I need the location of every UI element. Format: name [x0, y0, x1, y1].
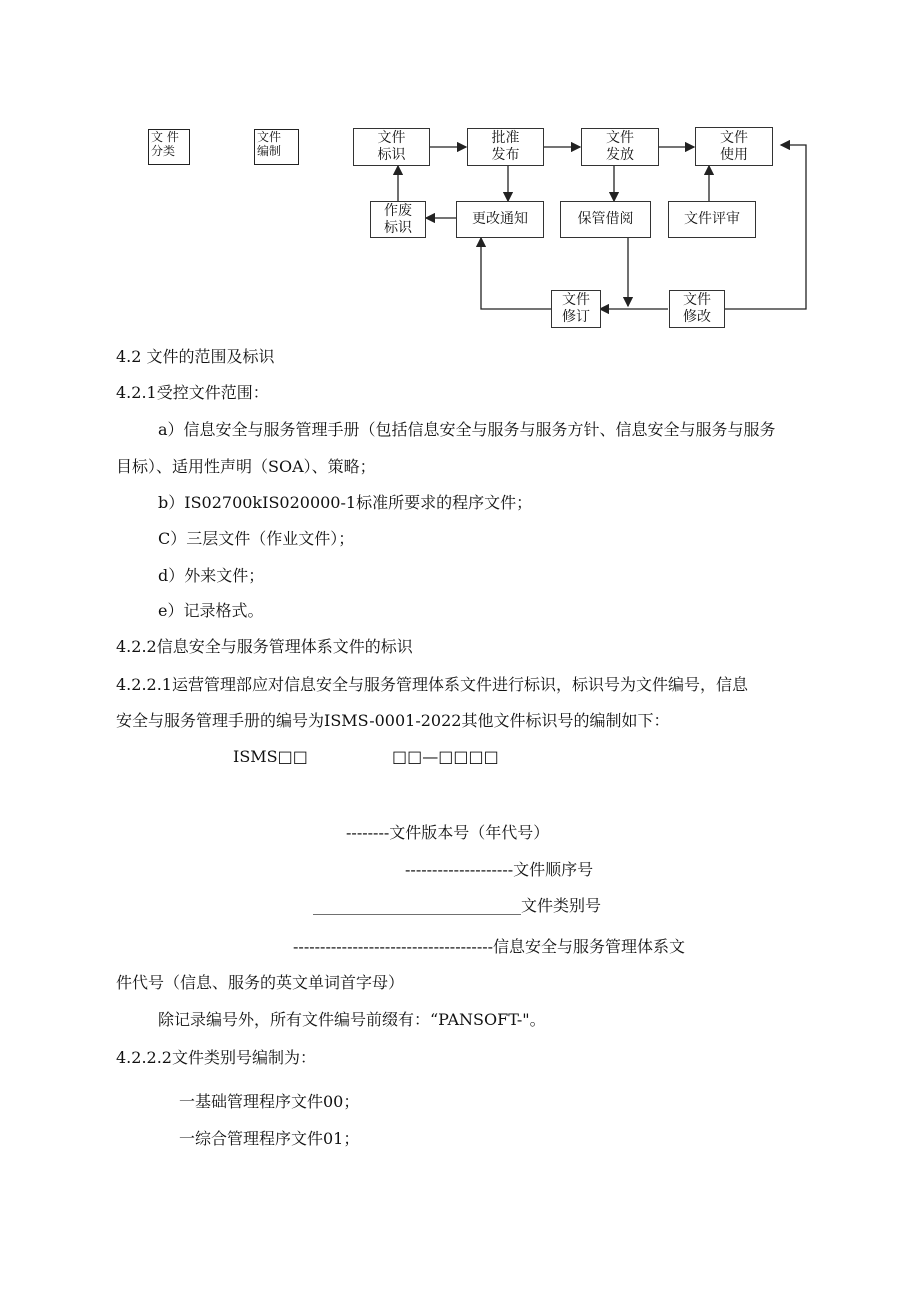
box-line: 分类	[151, 144, 176, 158]
item-d: d）外来文件；	[158, 566, 265, 585]
box-line: 文件	[257, 130, 282, 144]
node-line: 作废	[384, 202, 412, 219]
node-line: 保管借阅	[577, 211, 634, 227]
node-line: 文件	[683, 292, 711, 308]
category-00: 一基础管理程序文件00；	[179, 1092, 360, 1111]
legend-sequence: --------------------文件顺序号	[405, 860, 594, 879]
node-change-notice	[456, 201, 544, 238]
arrow-revise-changenotice	[481, 238, 551, 309]
node-doc-revise	[551, 290, 601, 328]
node-doc-identify	[353, 128, 430, 166]
node-line: 文件	[720, 129, 748, 146]
heading-4-2: 4.2 文件的范围及标识	[116, 347, 275, 366]
para-4-2-2-1-line2: 安全与服务管理手册的编号为ISMS-0001-2022其他文件标识号的编制如下：	[116, 711, 670, 730]
box-doc-classification	[148, 129, 190, 165]
code-format-left: ISMS□□	[233, 747, 308, 766]
node-line: 文件	[606, 130, 634, 146]
code-format-right: □□—□□□□	[392, 747, 499, 766]
node-doc-review	[668, 201, 756, 238]
flowchart-connectors	[0, 0, 920, 340]
legend-system-code: -------------------------------------信息安全与服务管理体系文	[293, 937, 686, 956]
legend-category	[313, 896, 601, 916]
box-line: 编制	[257, 144, 282, 158]
node-line: 标识	[384, 219, 412, 236]
node-line: 标识	[377, 147, 406, 163]
legend-version: --------文件版本号（年代号）	[346, 823, 550, 842]
node-line: 文件评审	[684, 211, 740, 227]
node-line: 使用	[720, 146, 748, 163]
node-doc-distribute	[581, 128, 659, 166]
item-a-line1: a）信息安全与服务管理手册（包括信息安全与服务与服务方针、信息安全与服务与服务	[158, 420, 776, 439]
prefix-note: 除记录编号外，所有文件编号前缀有：“PANSOFT-"。	[158, 1010, 546, 1029]
node-custody-borrow	[560, 201, 651, 238]
heading-4-2-2: 4.2.2信息安全与服务管理体系文件的标识	[116, 637, 413, 656]
node-line: 批准	[491, 130, 520, 146]
heading-4-2-1: 4.2.1受控文件范围：	[116, 383, 269, 402]
node-line: 文件	[377, 130, 406, 146]
box-doc-compilation	[254, 129, 299, 165]
node-approve-publish	[467, 128, 544, 166]
box-line: 文 件	[151, 130, 179, 144]
node-line: 修订	[562, 309, 590, 325]
node-line: 更改通知	[472, 211, 528, 227]
node-line: 修改	[683, 309, 711, 325]
node-line: 发放	[606, 147, 634, 163]
node-void-mark	[370, 201, 426, 238]
node-doc-modify	[669, 290, 725, 328]
node-line: 发布	[491, 147, 520, 163]
node-line: 文件	[562, 292, 590, 308]
category-01: 一综合管理程序文件01；	[179, 1129, 360, 1148]
item-a-line2: 目标）、适用性声明（SOA）、策略；	[116, 457, 376, 476]
para-4-2-2-1-line1: 4.2.2.1运营管理部应对信息安全与服务管理体系文件进行标识，标识号为文件编号，信息	[116, 675, 748, 694]
item-e: e）记录格式。	[158, 601, 264, 620]
node-doc-use	[695, 127, 773, 166]
legend-category-text: 文件类别号	[521, 896, 602, 915]
legend-system-code-cont: 件代号（信息、服务的英文单词首字母）	[116, 973, 405, 992]
legend-underline: __________________________	[313, 896, 521, 915]
item-b: b）IS02700kIS020000-1标准所要求的程序文件；	[158, 493, 533, 512]
heading-4-2-2-2: 4.2.2.2文件类别号编制为：	[116, 1048, 316, 1067]
item-c: C）三层文件（作业文件）；	[158, 529, 355, 548]
